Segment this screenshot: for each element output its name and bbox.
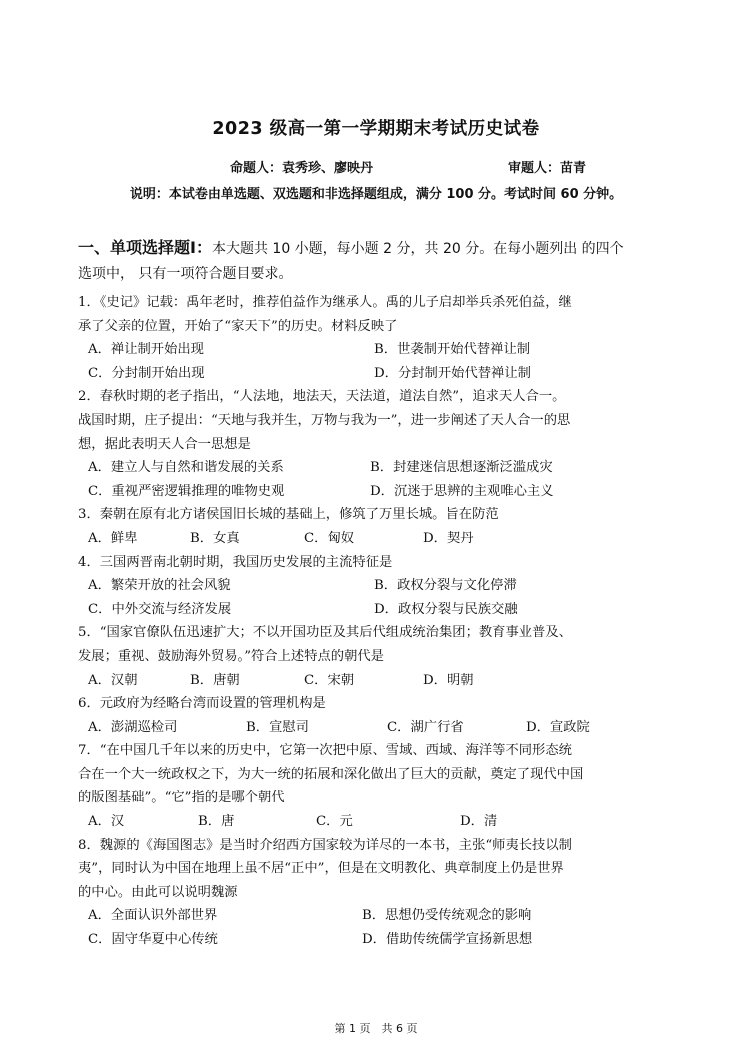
option-d[interactable]: D．借助传统儒学宣扬新思想 — [362, 932, 533, 948]
option-d[interactable]: D．明朝 — [423, 672, 474, 688]
question-stem-line: 5．“国家官僚队伍迅速扩大；不以开国功臣及其后代组成统治集团；教育事业普及、 — [78, 625, 572, 641]
section-instructions-2: 选项中， 只有一项符合题目要求。 — [78, 266, 293, 282]
author-line — [0, 157, 752, 177]
page-footer: 第 1 页 共 6 页 — [334, 1022, 418, 1035]
option-row — [78, 598, 678, 622]
option-d[interactable]: D．分封制开始代替禅让制 — [374, 365, 531, 381]
option-c[interactable]: C．重视严密逻辑推理的唯物史观 — [88, 483, 285, 499]
question-stem-line: 1．《史记》记载：禹年老时，推荐伯益作为继承人。禹的儿子启却举兵杀死伯益，继 — [78, 295, 572, 310]
section-instructions-1: 本大题共 10 小题，每小题 2 分，共 20 分。在每小题列出 的四个 — [211, 241, 624, 257]
option-row — [78, 338, 678, 362]
question-stem-line: 7．“在中国几千年以来的历史中，它第一次把中原、雪域、西域、海洋等不同形态统 — [78, 743, 572, 759]
option-a[interactable]: A．鲜卑 — [88, 530, 138, 546]
option-row — [78, 904, 678, 928]
question-stem-line: 发展；重视、鼓励海外贸易。”符合上述特点的朝代是 — [78, 648, 384, 664]
question-stem-line: 合在一个大一统政权之下，为大一统的拓展和深化做出了巨大的贡献，奠定了现代中国 — [78, 766, 584, 782]
question-5 — [78, 621, 678, 692]
question-8 — [78, 834, 678, 952]
question-stem-line: 2．春秋时期的老子指出，“人法地，地法天，天法道，道法自然”，追求天人合一。 — [78, 389, 566, 405]
option-row — [78, 669, 678, 693]
option-b[interactable]: B．唐朝 — [190, 672, 240, 688]
question-stem-line: 承了父亲的位置，开始了“家天下”的历史。材料反映了 — [78, 318, 398, 334]
question-stem-line: 3．秦朝在原有北方诸侯国旧长城的基础上，修筑了万里长城。旨在防范 — [78, 507, 499, 523]
question-stem-line: 的版图基础”。“它”指的是哪个朝代 — [78, 790, 285, 806]
option-a[interactable]: A．建立人与自然和谐发展的关系 — [88, 460, 284, 476]
section-heading-block — [78, 235, 678, 287]
option-row — [78, 480, 678, 504]
option-d[interactable]: D．政权分裂与民族交融 — [374, 601, 518, 617]
option-row — [78, 527, 678, 551]
reviewer-label: 审题人：苗青 — [508, 161, 587, 176]
option-c[interactable]: C．宋朝 — [304, 672, 355, 688]
question-stem-line: 4．三国两晋南北朝时期，我国历史发展的主流特征是 — [78, 554, 393, 570]
option-d[interactable]: D．清 — [460, 814, 498, 830]
option-a[interactable]: A．全面认识外部世界 — [88, 908, 218, 924]
question-7 — [78, 739, 678, 833]
question-2 — [78, 385, 678, 503]
question-stem-line: 战国时期，庄子提出：“天地与我并生，万物与我为一”，进一步阐述了天人合一的思 — [78, 412, 571, 428]
option-c[interactable]: C．湖广行省 — [387, 719, 464, 735]
option-d[interactable]: D．契丹 — [423, 530, 474, 546]
option-a[interactable]: A．汉朝 — [88, 672, 138, 688]
option-c[interactable]: C．元 — [316, 814, 353, 830]
option-row — [78, 574, 678, 598]
question-6 — [78, 692, 678, 739]
option-row — [78, 810, 678, 834]
option-b[interactable]: B．思想仍受传统观念的影响 — [362, 908, 532, 924]
option-d[interactable]: D．宣政院 — [526, 719, 590, 735]
section-heading: 一、单项选择题Ⅰ： — [78, 238, 212, 257]
option-a[interactable]: A．繁荣开放的社会风貌 — [88, 578, 231, 594]
question-stem-line: 6．元政府为经略台湾而设置的管理机构是 — [78, 696, 326, 712]
option-b[interactable]: B．世袭制开始代替禅让制 — [374, 342, 531, 358]
authors-label: 命题人：袁秀珍、廖映丹 — [230, 161, 374, 176]
option-b[interactable]: B．唐 — [198, 814, 235, 830]
option-a[interactable]: A．澎湖巡检司 — [88, 719, 178, 735]
option-row — [78, 928, 678, 952]
option-a[interactable]: A．禅让制开始出现 — [88, 342, 204, 358]
question-1 — [78, 291, 678, 385]
question-stem-line: 夷”，同时认为中国在地理上虽不居“正中”，但是在文明教化、典章制度上仍是世界 — [78, 861, 564, 877]
question-4 — [78, 551, 678, 622]
option-row — [78, 456, 678, 480]
exam-title: 2023 级高一第一学期期末考试历史试卷 — [212, 119, 540, 139]
option-row — [78, 362, 678, 386]
option-c[interactable]: C．匈奴 — [304, 530, 355, 546]
question-stem-line: 的中心。由此可以说明魏源 — [78, 884, 238, 900]
option-c[interactable]: C．固守华夏中心传统 — [88, 932, 218, 948]
exam-note: 说明：本试卷由单选题、双选题和非选择题组成，满分 100 分。考试时间 60 分钟。 — [129, 187, 623, 202]
question-stem-line: 8．魏源的《海国图志》是当时介绍西方国家较为详尽的一本书，主张“师夷长技以制 — [78, 837, 572, 853]
option-b[interactable]: B．政权分裂与文化停滞 — [374, 578, 517, 594]
option-b[interactable]: B．宣慰司 — [246, 719, 309, 735]
option-b[interactable]: B．女真 — [190, 530, 240, 546]
option-c[interactable]: C．分封制开始出现 — [88, 365, 205, 381]
option-row — [78, 716, 678, 740]
option-c[interactable]: C．中外交流与经济发展 — [88, 601, 232, 617]
option-b[interactable]: B．封建迷信思想逐渐泛滥成灾 — [370, 460, 553, 476]
option-d[interactable]: D．沉迷于思辨的主观唯心主义 — [370, 483, 554, 499]
question-3 — [78, 503, 678, 550]
option-a[interactable]: A．汉 — [88, 814, 125, 830]
question-list — [78, 291, 678, 952]
question-stem-line: 想，据此表明天人合一思想是 — [78, 436, 251, 452]
